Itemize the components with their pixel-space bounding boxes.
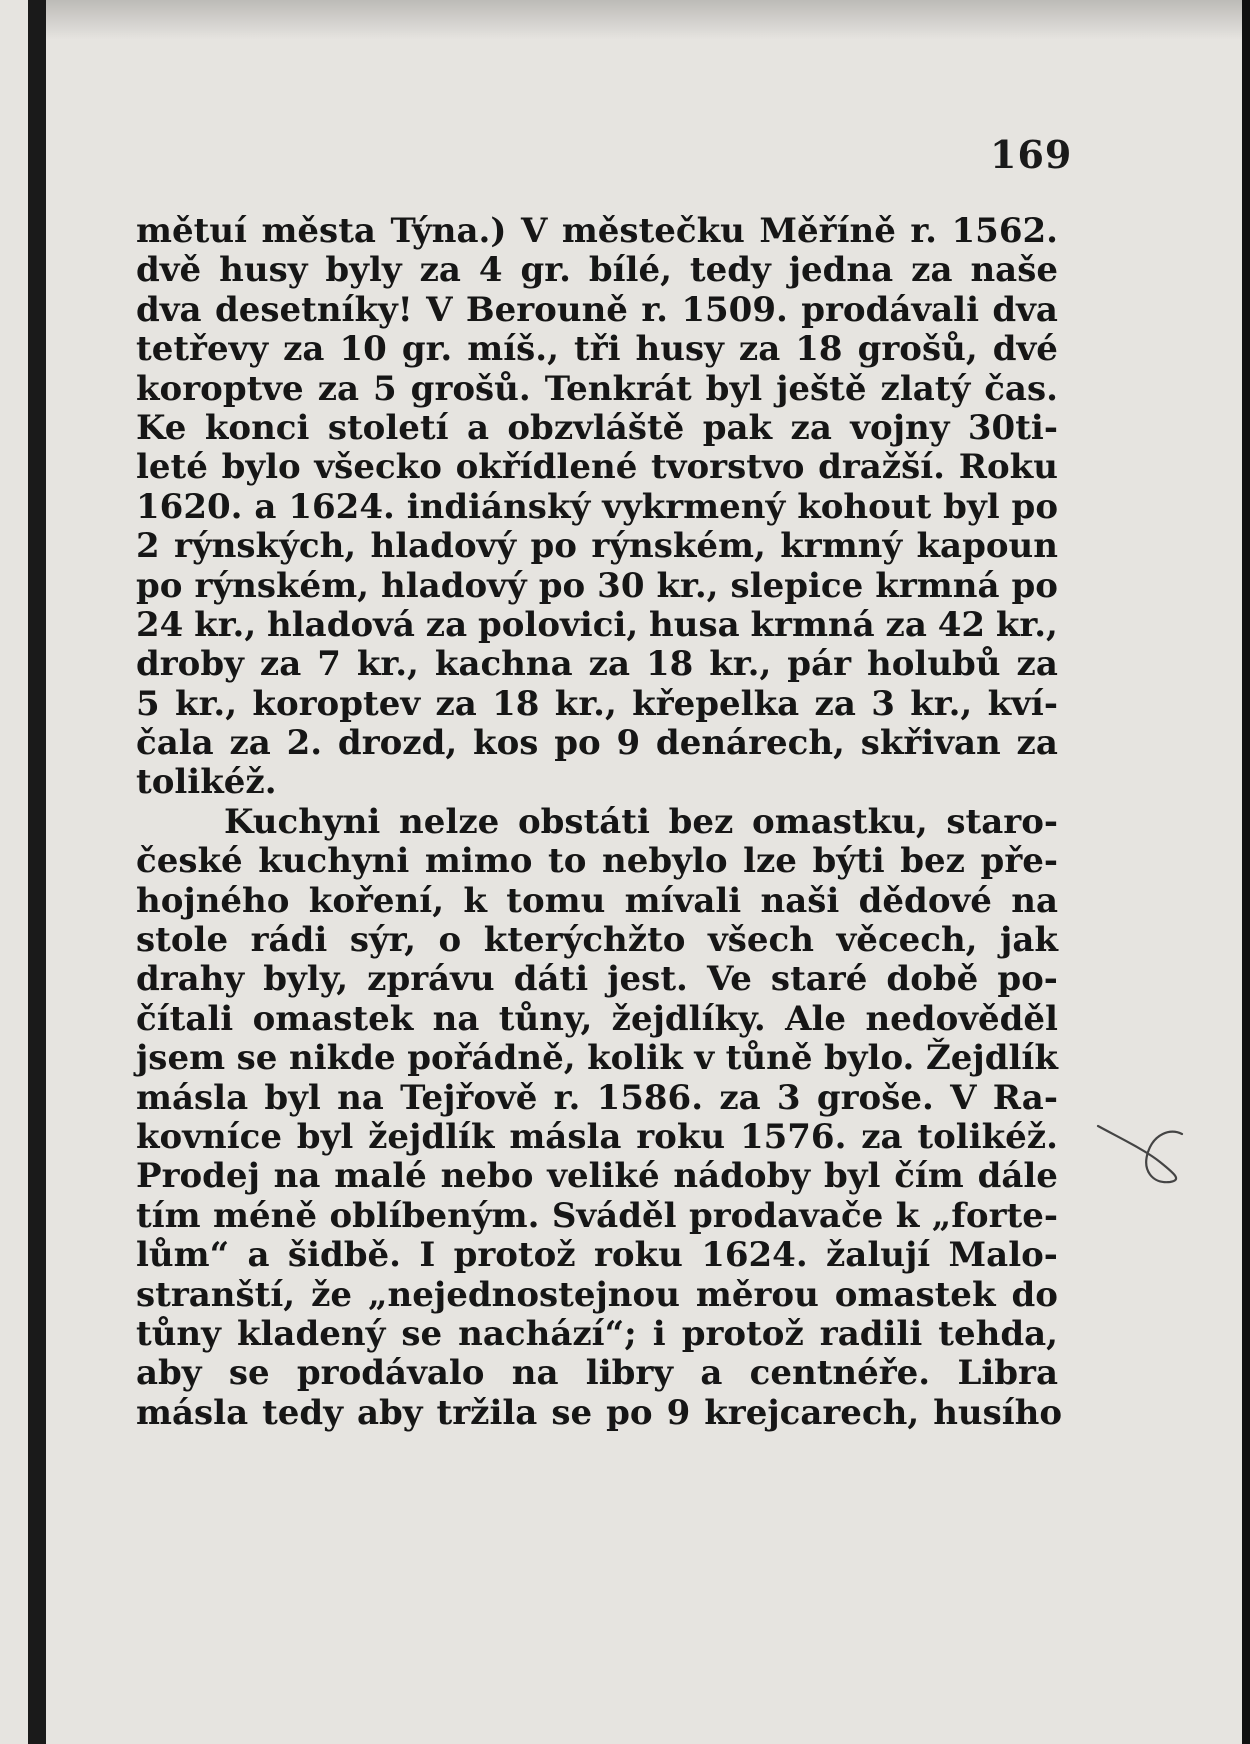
word: za (425, 604, 468, 645)
word: tím (136, 1195, 201, 1236)
word: byl (705, 368, 763, 409)
word: za (259, 644, 302, 685)
word: za (1016, 723, 1058, 764)
word: na (337, 1077, 384, 1118)
word: po (606, 1392, 653, 1433)
word: byly, (263, 959, 349, 1000)
word: r. (641, 289, 668, 330)
body-text (136, 211, 1063, 1433)
page-number: 169 (990, 132, 1073, 177)
word: krmná (875, 565, 1000, 606)
word: protož (453, 1235, 576, 1276)
word: jedna (788, 250, 894, 291)
word: bez (668, 801, 734, 842)
word: za (283, 329, 325, 370)
word: Sváděl (551, 1195, 677, 1236)
word: leté (136, 447, 208, 488)
word: husy (635, 329, 724, 370)
word: za (419, 250, 461, 291)
text-line (136, 724, 1058, 763)
word: žejdlík (368, 1116, 495, 1157)
word: dvé (992, 329, 1058, 370)
word: tržila (436, 1392, 538, 1433)
word: všecko (314, 447, 442, 488)
word: kuchyni (258, 841, 410, 882)
word: „nejednostejnou (368, 1274, 680, 1315)
word: zlatý (880, 368, 971, 409)
word: bylo (221, 447, 301, 488)
word: městečku (561, 211, 745, 251)
word: Tejřově (400, 1077, 538, 1118)
word: bílé, (588, 250, 672, 291)
word: ještě (776, 368, 867, 409)
text-line (136, 409, 1058, 448)
word: k (463, 880, 487, 921)
word: a (700, 1353, 723, 1394)
word: holubů (867, 644, 1001, 685)
word: Roku (958, 447, 1058, 488)
word: V (950, 1077, 977, 1118)
word: omastek (252, 998, 414, 1039)
word: 3 (776, 1077, 801, 1118)
word: čím (894, 1156, 964, 1197)
word: aby (136, 1353, 202, 1394)
word: se (236, 1038, 278, 1079)
word: koroptve (136, 368, 304, 409)
word: omastku, (752, 801, 928, 842)
word: šidbě. (287, 1235, 401, 1276)
text-line (136, 488, 1058, 527)
word: 3 (871, 683, 895, 724)
word: prodavače (688, 1195, 884, 1236)
word: 24 (136, 604, 184, 645)
word: k (895, 1195, 920, 1236)
text-line (136, 291, 1058, 330)
word: slepice (730, 565, 864, 606)
word: vojny (850, 407, 950, 448)
word: roku (636, 1116, 726, 1157)
text-line (136, 1354, 1058, 1393)
word: hojného (136, 880, 290, 921)
word: skřivan (860, 723, 1001, 764)
word: po- (997, 959, 1058, 1000)
word: méně (213, 1195, 318, 1236)
word: nebo (440, 1156, 534, 1197)
word: kohout (797, 486, 932, 527)
text-line (136, 763, 1058, 802)
word: se (401, 1313, 443, 1354)
word: kr., (356, 644, 419, 685)
word: drahy (136, 959, 245, 1000)
word: a (466, 407, 489, 448)
word: města (261, 211, 376, 251)
word: rýnském, (194, 565, 370, 606)
word: 5 (373, 368, 397, 409)
word: byl (296, 1116, 354, 1157)
word: tolikéž. (136, 762, 277, 803)
word: 18 (492, 683, 540, 724)
text-line (136, 606, 1058, 645)
word: na (511, 1353, 559, 1394)
word: kr., (910, 683, 973, 724)
word: 1576. (739, 1116, 847, 1157)
word: pak (702, 407, 773, 448)
word: tři (573, 329, 621, 370)
word: a (247, 1235, 270, 1276)
word: nikde (289, 1038, 396, 1079)
word: 1620. (136, 486, 243, 527)
word: hladový (381, 565, 527, 606)
word: kterýchžto (483, 920, 686, 961)
word: hladová (267, 604, 415, 645)
word: hladový (370, 526, 517, 567)
scan-shadow (46, 0, 1250, 40)
word: stole (136, 920, 229, 961)
word: že (311, 1274, 353, 1315)
text-line (136, 1392, 1063, 1433)
word: omastek (834, 1274, 996, 1315)
word: na (432, 998, 480, 1039)
word: Libra (957, 1353, 1058, 1394)
text-line (136, 1276, 1058, 1315)
word: na (273, 1156, 321, 1197)
word: 2 (136, 526, 160, 567)
word: pře- (980, 841, 1058, 882)
text-line (136, 251, 1058, 290)
word: věcech, (836, 920, 978, 961)
word: po (538, 565, 586, 606)
word: míš., (467, 329, 559, 370)
text-line (136, 842, 1058, 881)
word: 18 (645, 644, 694, 685)
text-line (136, 212, 1058, 251)
word: žalují (826, 1235, 931, 1276)
word: a (254, 486, 277, 527)
word: tůny, (498, 998, 593, 1039)
text-line (136, 1236, 1058, 1275)
pencil-annotation-mark (1090, 1110, 1190, 1190)
word: za (229, 723, 271, 764)
word: Ke (136, 407, 187, 448)
word: prodávalo (296, 1353, 485, 1394)
word: krmný (780, 526, 903, 567)
word: za (814, 683, 856, 724)
word: nachází“; (458, 1313, 637, 1354)
word: mětuí (136, 211, 247, 251)
word: čítali (136, 998, 234, 1039)
word: zprávu (367, 959, 495, 1000)
word: po (1011, 486, 1058, 527)
word: staro- (946, 801, 1058, 842)
word: koření, (308, 880, 445, 921)
word: kolik (587, 1038, 683, 1079)
word: kr., (709, 644, 772, 685)
word: Ra- (992, 1077, 1058, 1118)
word: 1562. (951, 211, 1058, 251)
word: 4 (478, 250, 503, 291)
word: 10 (339, 329, 387, 370)
word: 1509. (681, 289, 788, 330)
word: byly (325, 250, 402, 291)
text-line (136, 645, 1058, 684)
word: nebylo (602, 841, 728, 882)
word: kví- (987, 683, 1058, 724)
word: žejdlíky. (611, 998, 766, 1039)
text-line (136, 370, 1058, 409)
word: 9 (666, 1392, 691, 1433)
text-line (136, 567, 1058, 606)
word: všech (708, 920, 814, 961)
word: krejcarech, (704, 1392, 920, 1433)
word: nádoby (673, 1156, 811, 1197)
word: naše (970, 250, 1058, 291)
word: 30ti- (967, 407, 1058, 448)
word: gr. (520, 250, 571, 291)
word: 7 (317, 644, 341, 685)
word: okřídlené (455, 447, 638, 488)
word: protož (681, 1313, 804, 1354)
word: po (554, 723, 601, 764)
word: Malo- (948, 1235, 1058, 1276)
text-line (136, 685, 1058, 724)
text-line (136, 1315, 1058, 1354)
word: nedověděl (865, 998, 1058, 1039)
word: po (530, 526, 577, 567)
word: másla (136, 1077, 249, 1118)
word: staré (770, 959, 868, 1000)
word: dražší. (818, 447, 946, 488)
text-line (136, 330, 1058, 369)
word: kovníce (136, 1116, 282, 1157)
word: době (886, 959, 979, 1000)
word: roku (593, 1235, 683, 1276)
word: jak (1000, 920, 1058, 961)
word: dva (992, 289, 1058, 330)
word: Kuchyni (224, 801, 381, 842)
text-line (136, 527, 1058, 566)
text-line (136, 1000, 1058, 1039)
word: koroptev (252, 683, 421, 724)
word: tehda, (938, 1313, 1058, 1354)
text-line (136, 1157, 1058, 1196)
word: dvě (136, 250, 202, 291)
word: býti (812, 841, 885, 882)
word: Prodej (136, 1156, 260, 1197)
text-line (136, 1039, 1058, 1078)
word: kr., (194, 604, 257, 645)
word: nelze (399, 801, 500, 842)
word: aby (356, 1392, 423, 1433)
word: gr. (401, 329, 453, 370)
word: groše. (816, 1077, 934, 1118)
word: oblíbeným. (329, 1195, 540, 1236)
word: bylo. (824, 1038, 915, 1079)
word: tedy (262, 1392, 343, 1433)
word: r. (910, 211, 937, 251)
word: do (1011, 1274, 1058, 1315)
word: byl (943, 486, 1000, 527)
word: jest. (607, 959, 688, 1000)
word: 42 (937, 604, 986, 645)
text-line (136, 921, 1058, 960)
text-line (136, 1079, 1058, 1118)
word: 1624. (701, 1235, 808, 1276)
word: kachna (434, 644, 573, 685)
word: másla (509, 1116, 622, 1157)
word: rýnských, (174, 526, 357, 567)
word: naši (760, 880, 840, 921)
word: 5 (136, 683, 160, 724)
word: r. (553, 1077, 581, 1118)
word: století (327, 407, 449, 448)
word: pořádně, (407, 1038, 576, 1079)
word: sýr, (349, 920, 416, 961)
word: lze (743, 841, 797, 882)
word: grošů. (410, 368, 531, 409)
word: křepelka (632, 683, 800, 724)
word: dědové (858, 880, 992, 921)
word: „forte- (931, 1195, 1058, 1236)
word: husího (933, 1392, 1063, 1433)
word: kr., (554, 683, 617, 724)
word: měrou (695, 1274, 819, 1315)
word: libry (585, 1353, 674, 1394)
word: byl (823, 1156, 881, 1197)
word: pár (787, 644, 852, 685)
word: tomu (506, 880, 606, 921)
word: kr., (656, 565, 719, 606)
word: za (588, 644, 630, 685)
word: za (719, 1077, 761, 1118)
word: centnéře. (749, 1353, 931, 1394)
word: konci (204, 407, 310, 448)
word: V (426, 289, 453, 330)
word: prodávali (801, 289, 979, 330)
binding-shadow (28, 0, 46, 1744)
word: byl (264, 1077, 321, 1118)
word: mívali (624, 880, 742, 921)
word: husa (649, 604, 740, 645)
word: dále (977, 1156, 1058, 1197)
word: husy (219, 250, 308, 291)
text-line (136, 960, 1058, 999)
word: dva (136, 289, 202, 330)
word: se (228, 1353, 270, 1394)
word: jsem (136, 1038, 226, 1079)
word: za (790, 407, 832, 448)
word: 1624. (288, 486, 395, 527)
word: vykrmený (602, 486, 786, 527)
word: tůny (136, 1313, 221, 1354)
word: polovici, (477, 604, 639, 645)
word: denárech, (655, 723, 845, 764)
word: grošů, (857, 329, 978, 370)
word: po (1011, 565, 1058, 606)
word: za (861, 1116, 903, 1157)
word: české (136, 841, 243, 882)
word: rýnském, (591, 526, 766, 567)
word: kapoun (916, 526, 1058, 567)
text-line (136, 882, 1058, 921)
word: kr., (995, 604, 1058, 645)
word: krmná (750, 604, 875, 645)
word: kos (473, 723, 539, 764)
word: másla (136, 1392, 249, 1433)
word: 9 (616, 723, 641, 764)
word: 1586. (596, 1077, 704, 1118)
word: za (911, 250, 953, 291)
word: desetníky! (214, 289, 413, 330)
word: Berouně (465, 289, 628, 330)
word: mimo (424, 841, 533, 882)
text-line (136, 1197, 1058, 1236)
word: tedy (689, 250, 771, 291)
word: Ale (785, 998, 847, 1039)
word: Ve (706, 959, 752, 1000)
word: 30 (597, 565, 645, 606)
word: to (548, 841, 587, 882)
word: Žejdlík (925, 1038, 1058, 1079)
word: za (317, 368, 360, 409)
word: rádi (250, 920, 328, 961)
word: se (551, 1392, 593, 1433)
word: kr., (175, 683, 238, 724)
word: Týna.) (390, 211, 507, 251)
word: drozd, (337, 723, 458, 764)
word: malé (334, 1156, 427, 1197)
word: droby (136, 644, 244, 685)
word: dáti (513, 959, 589, 1000)
word: 2. (286, 723, 323, 764)
word: za (885, 604, 927, 645)
word: V (520, 211, 548, 251)
word: indiánský (406, 486, 591, 527)
word: I (419, 1235, 436, 1276)
scan-edge (1242, 0, 1250, 1744)
word: stranští, (136, 1274, 296, 1315)
text-line (136, 803, 1058, 842)
word: veliké (547, 1156, 660, 1197)
word: tolikéž. (917, 1116, 1058, 1157)
word: čala (136, 723, 214, 764)
word: obzvláště (507, 407, 685, 448)
word: Tenkrát (544, 368, 692, 409)
word: i (652, 1313, 666, 1354)
word: Měříně (759, 211, 896, 251)
word: bez (900, 841, 965, 882)
word: za (435, 683, 477, 724)
word: po (136, 565, 183, 606)
word: tůně (725, 1038, 813, 1079)
word: čas. (984, 368, 1058, 409)
word: tetřevy (136, 329, 269, 370)
word: o (438, 920, 462, 961)
word: v (694, 1038, 715, 1079)
word: tvorstvo (651, 447, 805, 488)
word: za (1016, 644, 1058, 685)
word: lům“ (136, 1235, 230, 1276)
word: obstáti (517, 801, 650, 842)
word: na (1011, 880, 1058, 921)
text-line (136, 1118, 1058, 1157)
text-line (136, 448, 1058, 487)
word: 18 (795, 329, 843, 370)
word: kladený (236, 1313, 386, 1354)
word: radili (819, 1313, 923, 1354)
word: za (738, 329, 781, 370)
